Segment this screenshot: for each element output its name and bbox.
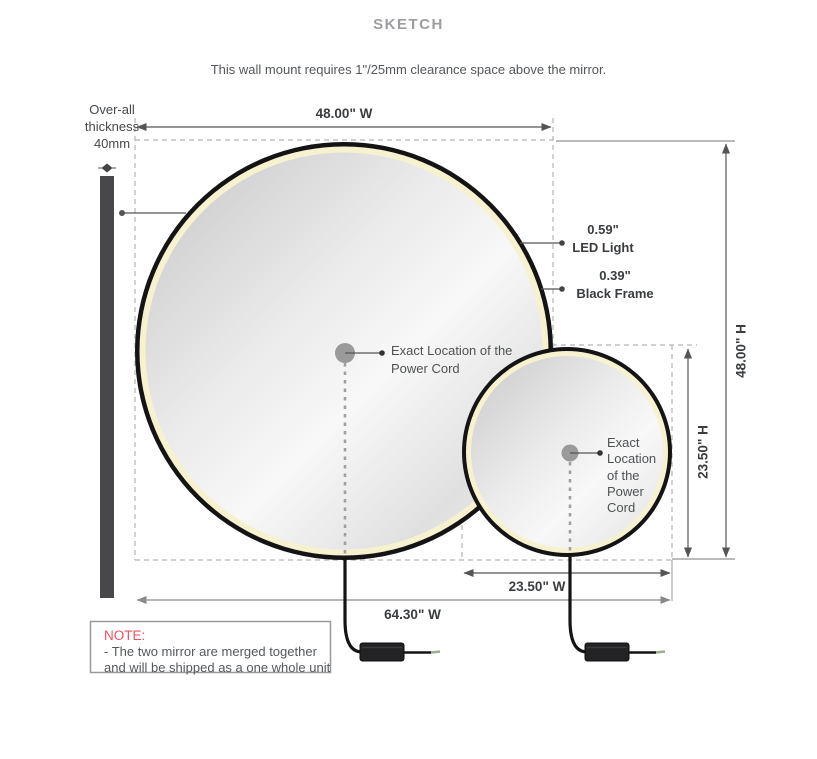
small-power-line3: of the [607,467,640,483]
small-power-callout [607,435,656,516]
small-power-cord [570,554,587,652]
small-power-leader-dot [597,450,603,456]
dim-label-total-width: 64.30" W [384,607,441,622]
black-frame-callout [568,267,662,302]
large-power-plug-tip [431,652,440,653]
small-power-line1: Exact [607,435,640,450]
small-power-plug-tip [656,652,665,653]
large-power-line2: Power Cord [391,360,460,376]
black-frame-leader-dot [559,286,565,292]
note-body [104,644,330,676]
thickness-label-line1: Over-all [89,102,135,117]
small-power-line5: Cord [607,500,636,516]
small-power-line4: Power [607,483,644,499]
clearance-subtitle: This wall mount requires 1"/25mm clearance space above the mirror. [210,62,607,77]
note-heading: NOTE: [104,628,146,643]
large-power-leader-dot [379,350,385,356]
thickness-label-line3: 40mm [93,136,131,151]
thickness-label-line2: thickness [84,119,140,134]
thickness-marker-diamond-icon [102,164,113,173]
page-title: SKETCH [373,16,444,33]
large-power-cord [345,558,362,652]
led-light-label: LED Light [572,239,634,255]
dim-label-small-width: 23.50" W [508,579,566,594]
led-light-value: 0.59" [587,222,619,237]
black-frame-value: 0.39" [599,268,631,283]
note-line1: - The two mirror are merged together [104,644,317,659]
note-line2: and will be shipped as a one whole unit [104,660,331,675]
large-power-callout [391,342,512,377]
small-power-line2: Location [607,451,657,467]
dim-label-top-width: 48.00" W [315,106,373,121]
side-profile-bar [100,176,114,598]
black-frame-label: Black Frame [576,285,654,301]
small-power-driver [585,643,629,661]
dim-label-small-height: 23.50" H [695,425,711,479]
large-power-driver [360,643,404,661]
dim-label-total-height: 48.00" H [733,324,749,378]
thickness-leader-dot [119,210,125,216]
large-power-line1: Exact Location of the [391,343,513,358]
led-light-callout [560,221,646,256]
